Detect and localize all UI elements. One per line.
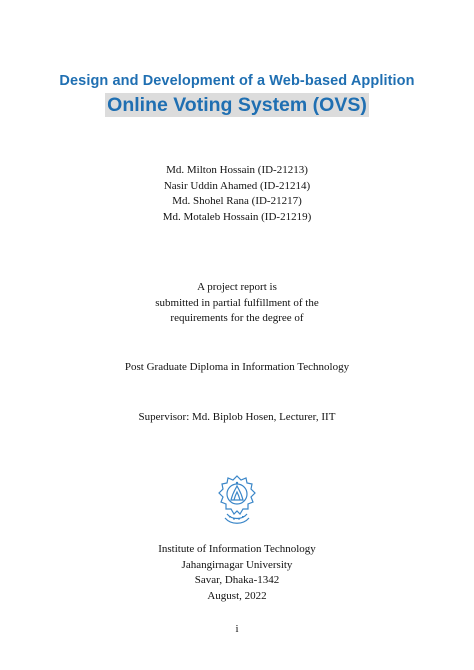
- degree-text: Post Graduate Diploma in Information Technology: [124, 361, 350, 373]
- author-name: Md. Shohel Rana (ID-21217): [172, 195, 302, 207]
- institution-line: Savar, Dhaka-1342: [194, 574, 280, 586]
- author-name: Md. Milton Hossain (ID-21213): [166, 164, 308, 176]
- date-line: August, 2022: [207, 589, 267, 602]
- supervisor-text: Supervisor: Md. Biplob Hosen, Lecturer, IIT: [138, 411, 336, 423]
- author-list: [0, 163, 474, 225]
- author-name: Md. Motaleb Hossain (ID-21219): [162, 210, 312, 223]
- supervisor-line: [0, 410, 474, 426]
- university-seal-icon: [217, 474, 257, 526]
- title-wrapper: [0, 93, 474, 117]
- page-number: [0, 622, 474, 638]
- report-statement-line: A project report is: [197, 281, 277, 293]
- report-statement-line: requirements for the degree of: [170, 312, 304, 324]
- author-name: Nasir Uddin Ahamed (ID-21214): [163, 179, 311, 192]
- report-statement-line: submitted in partial fulfillment of the: [155, 296, 319, 309]
- page-number-text: i: [235, 623, 239, 635]
- project-subtitle: Design and Development of a Web-based Applition: [59, 73, 415, 89]
- report-statement: [0, 280, 474, 327]
- project-title: Online Voting System (OVS): [107, 94, 367, 116]
- institution-block: [0, 542, 474, 604]
- degree-name: [0, 360, 474, 376]
- institution-line: Jahangirnagar University: [181, 558, 293, 571]
- institution-line: Institute of Information Technology: [158, 543, 316, 555]
